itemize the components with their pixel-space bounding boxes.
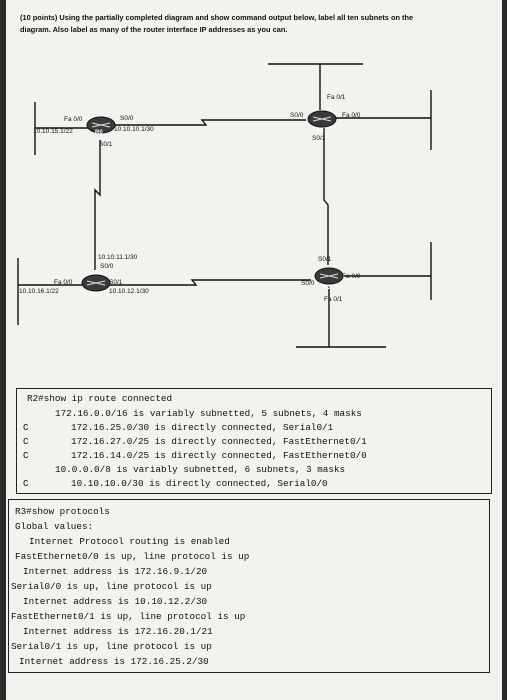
question-text: (10 points) Using the partially completed diagram and show command output below, label all ten subnets on the diagram. Also label as many of the router interface IP addresses as you can.: [20, 13, 414, 34]
r2-row-0-text: 172.16.0.0/16 is variably subnetted, 5 subnets, 4 masks: [55, 408, 362, 419]
r3-line-3: Internet address is 172.16.9.1/20: [23, 566, 208, 577]
r2-s00-label: S0/0: [290, 112, 304, 119]
r2-row-5-text: 10.10.10.0/30 is directly connected, Serial0/0: [71, 478, 328, 489]
r2-row-3-text: 172.16.14.0/25 is directly connected, FastEthernet0/0: [71, 450, 367, 461]
r3-name: R3: [323, 285, 331, 291]
r2-row-5-code: C: [23, 478, 29, 489]
router-r0: [87, 117, 115, 136]
r0-r1-serial-link: [95, 140, 100, 270]
r3-line-0: Global values:: [15, 521, 94, 532]
r3-command: R3#show protocols: [15, 506, 110, 517]
r2-row-2-code: C: [23, 436, 29, 447]
r3-line-4: Serial0/0 is up, line protocol is up: [11, 581, 212, 592]
r0-fa00-label: Fa 0/0: [64, 116, 83, 123]
r3-line-1: Internet Protocol routing is enabled: [29, 536, 230, 547]
r0-lan-ip-label: 10.10.15.1/22: [33, 128, 73, 135]
r2-name: R2: [316, 128, 324, 134]
r3-line-5: Internet address is 10.10.12.2/30: [23, 596, 208, 607]
r2-fa01-label: Fa 0/1: [327, 94, 346, 101]
r0-s00-label: S0/0: [120, 115, 134, 122]
r2-row-1-text: 172.16.25.0/30 is directly connected, Serial0/1: [71, 422, 334, 433]
r3-fa01-label: Fa 0/1: [324, 296, 343, 303]
r0-wan-ip-label: 10.10.10.1/30: [114, 126, 154, 133]
r2-row-3-code: C: [23, 450, 29, 461]
r1-s00-label: S0/0: [100, 263, 114, 270]
router-r1: [82, 275, 110, 298]
r0-s01-label: S0/1: [99, 141, 113, 148]
r3-s01-label: S0/1: [318, 256, 332, 263]
lan-segments: [18, 64, 431, 347]
r0-name: R0: [95, 130, 103, 136]
r2-command: R2#show ip route connected: [27, 393, 173, 404]
r1-s01-label: S0/1: [109, 279, 123, 286]
r3-line-2: FastEthernet0/0 is up, line protocol is up: [15, 551, 250, 562]
r1-fa00-label: Fa 0/0: [54, 279, 73, 286]
r2-fa00-label: Fa 0/0: [342, 112, 361, 119]
r1-upper-ip-label: 10.10.11.1/30: [98, 254, 138, 261]
r3-line-9: Internet address is 172.16.25.2/30: [19, 656, 209, 667]
r2-r3-serial-link: [324, 128, 328, 265]
r3-line-8: Serial0/1 is up, line protocol is up: [11, 641, 212, 652]
r3-line-7: Internet address is 172.16.20.1/21: [23, 626, 213, 637]
r1-wan-ip-label: 10.10.12.1/30: [109, 288, 149, 295]
r2-row-4-text: 10.0.0.0/8 is variably subnetted, 6 subnets, 3 masks: [55, 464, 346, 475]
r1-r3-serial-link: [106, 280, 311, 285]
r3-protocols-output: [8, 499, 490, 673]
network-diagram: [6, 0, 502, 390]
worksheet: [6, 0, 502, 700]
r1-lan-ip-label: 10.10.16.1/22: [19, 288, 59, 295]
router-r2: [308, 111, 336, 134]
r1-name: R1: [90, 292, 98, 298]
r0-r2-serial-link: [114, 120, 306, 125]
router-r3: [315, 268, 343, 291]
r2-s01-label: S0/1: [312, 135, 326, 142]
r2-row-1-code: C: [23, 422, 29, 433]
r2-row-2-text: 172.16.27.0/25 is directly connected, FastEthernet0/1: [71, 436, 367, 447]
r3-fa00-label: Fa 0/0: [342, 273, 361, 280]
r3-s00-label: S0/0: [301, 280, 315, 287]
r3-line-6: FastEthernet0/1 is up, line protocol is up: [11, 611, 246, 622]
r2-route-output: [16, 388, 492, 494]
